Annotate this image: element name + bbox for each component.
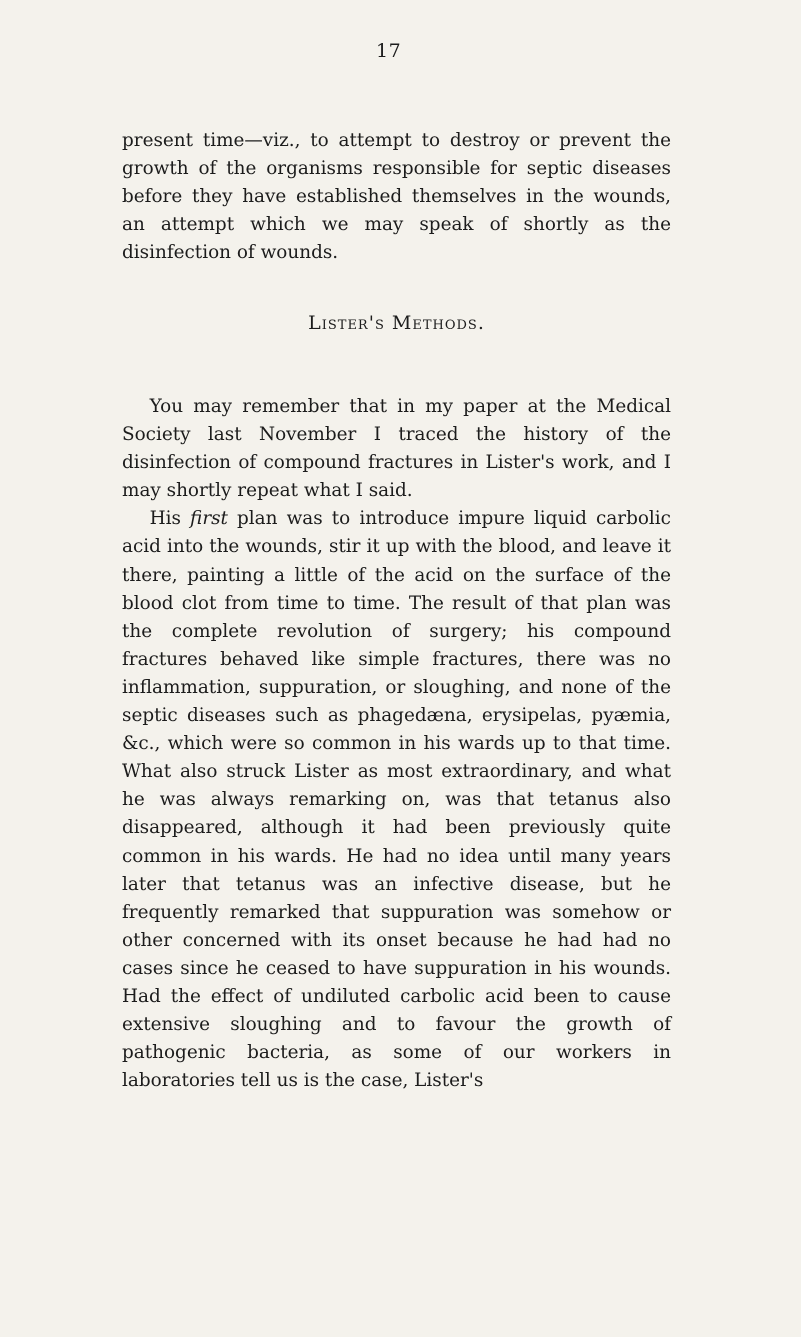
paragraph-1: You may remember that in my paper at the Medical Society last November I traced the history of the disinfection of compound fractures in Lister's work, and I may shortly repeat what I said. [122,396,671,502]
page-number: 17 [376,40,402,62]
opening-paragraph: present time—viz., to attempt to destroy or prevent the growth of the organisms responsible for septic diseases before they have established themselves in the wounds, an attempt which we may speak of shortly as the disinfection of wounds. [122,130,671,264]
body-text-block [122,393,671,1095]
paragraph-2-rest: plan was to introduce impure liquid carbolic acid into the wounds, stir it up with the blood, and leave it there, painting a little of the acid on the surface of the blood clot from time to time. The result of that plan was the complete revolution of surgery; his compound fractures behaved like simple fractures, there was no inflammation, suppuration, or sloughing, and none of the septic diseases such as phagedæna, erysipelas, pyæmia, &c., which were so common in his wards up to that time. What also struck Lister as most extraordinary, and what he was always remarking on, was that tetanus also disappeared, although it had been previously quite common in his wards. He had no idea until many years later that tetanus was an infective disease, but he frequently remarked that suppuration was somehow or other concerned with its onset because he had had no cases since he ceased to have suppuration in his wounds. Had the effect of undiluted carbolic acid been to cause extensive sloughing and to favour the growth of pathogenic bacteria, as some of our workers in laboratories tell us is the case, Lister's [122,508,671,1092]
paragraph-2-prefix: His [149,508,191,530]
section-heading: Lister's Methods. [308,312,485,334]
paragraph-2 [122,505,671,1095]
opening-paragraph-block [122,127,671,267]
paragraph-2-emphasis: first [190,508,228,530]
